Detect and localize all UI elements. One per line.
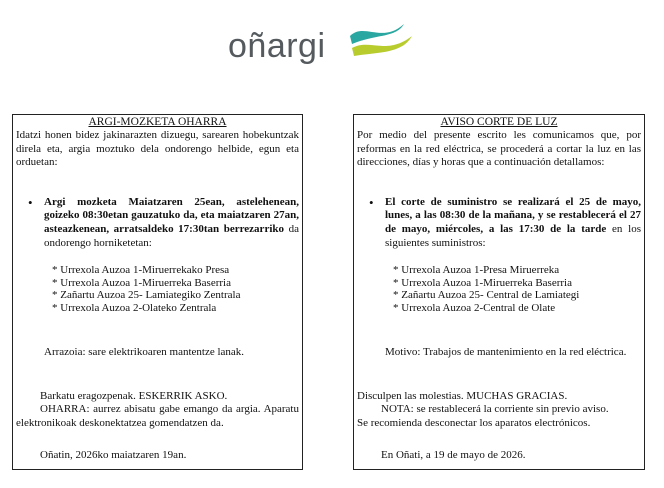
list-item: * Urrexola Auzoa 1-Miruerreka Baserria: [393, 276, 572, 289]
bullet-rest-text: da ondorengo horniketetan:: [44, 222, 299, 249]
notice-reason: Motivo: Trabajos de mantenimiento en la red eléctrica.: [385, 346, 627, 359]
supply-list: [16, 264, 299, 314]
notice-intro: Idatzi honen bidez jakinarazten dizuegu, sarearen hobekuntzak direla eta, argia moztuko dela ondorengo helbide, egun eta orduetan:: [16, 129, 299, 169]
list-item: * Urrexola Auzoa 1-Miruerreka Baserria: [52, 276, 231, 289]
notice-recommendation: Se recomienda desconectar los aparatos electrónicos.: [357, 416, 591, 429]
notice-reason: Arrazoia: sare elektrikoaren mantentze lanak.: [44, 346, 245, 359]
list-item: * Urrexola Auzoa 2-Central de Olate: [393, 301, 556, 314]
spanish-notice-box: [353, 114, 645, 470]
supply-list: [357, 264, 641, 314]
list-item: * Urrexola Auzoa 1-Miruerrekako Presa: [52, 264, 230, 277]
bullet-bold-text: Argi mozketa Maiatzaren 25ean, astelehenean, goizeko 08:30etan gauzatuko da, eta maiatzaren 27an, asteazkenean, arratsaldeko 17:30tan berrezarriko: [44, 195, 299, 235]
bullet-dot-icon: •: [369, 194, 374, 210]
basque-notice-box: [12, 114, 303, 470]
bullet-dot-icon: •: [28, 194, 33, 210]
notice-apology: Barkatu eragozpenak. ESKERRIK ASKO.: [40, 389, 228, 402]
notice-apology: Disculpen las molestias. MUCHAS GRACIAS.: [357, 389, 568, 402]
notice-signoff: En Oñati, a 19 de mayo de 2026.: [381, 448, 526, 461]
logo-wave-icon: [346, 14, 418, 70]
notice-bullet: [357, 196, 641, 250]
notice-note: OHARRA: aurrez abisatu gabe emango da argia. Aparatu elektronikoak deskonektatzea gomendatzen da.: [16, 403, 299, 429]
logo-text: oñargi: [228, 27, 326, 65]
notice-bullet: [16, 196, 299, 250]
notice-signoff: Oñatin, 2026ko maiatzaren 19an.: [40, 448, 187, 461]
notice-intro: Por medio del presente escrito les comunicamos que, por reformas en la red eléctrica, se procederá a cortar la luz en las direcciones, días y horas que a continuación detallamos:: [357, 129, 641, 169]
bullet-bold-text: El corte de suministro se realizará el 25 de mayo, lunes, a las 08:30 de la mañana, y se restablecerá el 27 de mayo, miércoles, a las 17:30 de la tarde: [385, 195, 641, 235]
list-item: * Zañartu Auzoa 25- Lamiategiko Zentrala: [52, 289, 241, 302]
list-item: * Zañartu Auzoa 25- Central de Lamiategi: [393, 289, 580, 302]
list-item: * Urrexola Auzoa 1-Presa Miruerreka: [393, 264, 560, 277]
notice-title: AVISO CORTE DE LUZ: [440, 116, 558, 128]
onargi-logo: [228, 14, 418, 70]
bullet-rest-text: en los siguientes suministros:: [385, 222, 641, 249]
list-item: * Urrexola Auzoa 2-Olateko Zentrala: [52, 301, 217, 314]
notice-title: ARGI-MOZKETA OHARRA: [88, 116, 227, 128]
notice-note: NOTA: se restablecerá la corriente sin previo aviso.: [381, 403, 609, 416]
